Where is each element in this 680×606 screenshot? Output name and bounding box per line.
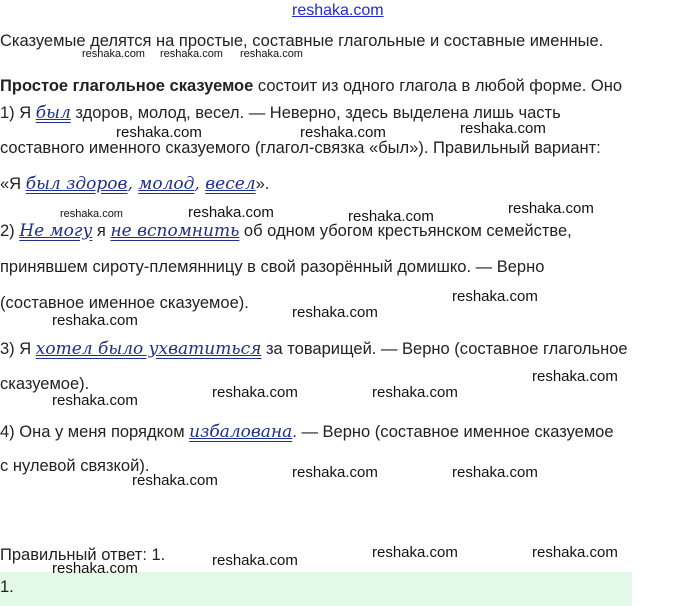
watermark: reshaka.com <box>82 48 145 60</box>
item-4-prefix: 4) Она у меня порядком <box>0 423 190 441</box>
item-1-line-3 <box>0 174 269 194</box>
watermark: reshaka.com <box>460 120 546 137</box>
item-1-prefix: 1) Я <box>0 104 36 122</box>
watermark: reshaka.com <box>348 208 434 225</box>
item-1-hw-3: молод <box>138 174 195 194</box>
item-4-text: . — Верно (составное именное сказуемое <box>292 423 614 441</box>
watermark: reshaka.com <box>160 48 223 60</box>
watermark: reshaka.com <box>52 560 138 577</box>
item-3-text: за товарищей. — Верно (составное глагольное <box>261 340 628 358</box>
item-2-hw-1: Не могу <box>19 221 93 241</box>
item-1-hw-2: был здоров <box>25 174 128 194</box>
item-1-predicate-highlight: был <box>35 103 71 123</box>
watermark: reshaka.com <box>292 304 378 321</box>
watermark: reshaka.com <box>532 368 618 385</box>
item-2-line-1 <box>0 221 572 241</box>
item-1-text: здоров, молод, весел. — Неверно, здесь выделена лишь часть <box>70 104 561 122</box>
watermark: reshaka.com <box>532 544 618 561</box>
watermark: reshaka.com <box>116 124 202 141</box>
watermark: reshaka.com <box>452 464 538 481</box>
watermark: reshaka.com <box>372 384 458 401</box>
watermark: reshaka.com <box>292 464 378 481</box>
watermark: reshaka.com <box>240 48 303 60</box>
item-1-sep-2: , <box>194 174 206 194</box>
answer-box-value: 1. <box>0 578 14 596</box>
item-2-text-2: об одном убогом крестьянском семействе, <box>239 222 572 240</box>
item-1-quote-open: «Я <box>0 175 26 193</box>
simple-predicate-term: Простое глагольное сказуемое <box>0 77 254 95</box>
item-1-hw-4: весел <box>205 174 256 194</box>
watermark: reshaka.com <box>212 552 298 569</box>
watermark: reshaka.com <box>52 392 138 409</box>
answer-label: Правильный ответ: 1. <box>0 546 166 564</box>
answer-box <box>0 572 632 606</box>
watermark: reshaka.com <box>300 124 386 141</box>
item-2-prefix: 2) <box>0 222 20 240</box>
item-2-hw-2: не вспомнить <box>110 221 240 241</box>
watermark: reshaka.com <box>52 312 138 329</box>
item-2-line-3: (составное именное сказуемое). <box>0 294 249 312</box>
item-4-line-2: с нулевой связкой). <box>0 457 150 475</box>
simple-predicate-rest: состоит из одного глагола в любой форме. Оно <box>253 77 623 95</box>
watermark: reshaka.com <box>132 472 218 489</box>
watermark: reshaka.com <box>212 384 298 401</box>
item-1-quote-close: ». <box>255 175 270 193</box>
watermark: reshaka.com <box>188 204 274 221</box>
watermark: reshaka.com <box>452 288 538 305</box>
intro-text: Сказуемые делятся на простые, составные глагольные и составные именные. <box>0 32 604 50</box>
item-3-hw-1: хотел было ухватиться <box>35 339 262 359</box>
item-1-line-2: составного именного сказуемого (глагол-связка «был»). Правильный вариант: <box>0 139 601 157</box>
item-4-line-1 <box>0 422 614 442</box>
item-3-prefix: 3) Я <box>0 340 36 358</box>
item-2-line-2: принявшем сироту-племянницу в свой разорённый домишко. — Верно <box>0 258 545 276</box>
item-4-hw-1: избалована <box>189 422 293 442</box>
item-1-sep-1: , <box>127 174 139 194</box>
item-3-line-1 <box>0 339 628 359</box>
item-2-text-1: я <box>92 222 111 240</box>
simple-predicate-line <box>0 77 622 96</box>
watermark: reshaka.com <box>508 200 594 217</box>
watermark: reshaka.com <box>60 208 123 220</box>
site-logo-link[interactable]: reshaka.com <box>292 2 384 19</box>
item-3-line-2: сказуемое). <box>0 375 90 393</box>
watermark: reshaka.com <box>372 544 458 561</box>
